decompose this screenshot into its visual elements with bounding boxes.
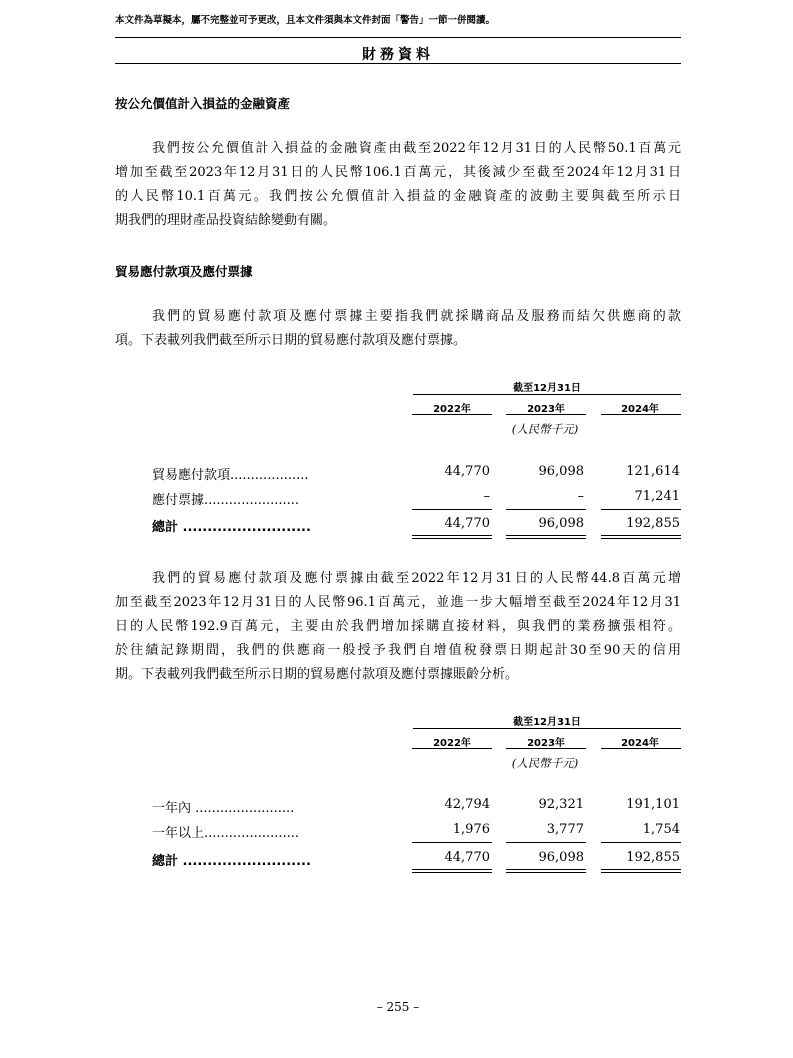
title-rule (115, 63, 681, 64)
total-rule (412, 872, 492, 873)
table-cell-total: 44,770 (444, 850, 490, 865)
payables-heading: 貿易應付款項及應付票據 (115, 264, 253, 279)
row-label-trade-payables: 貿易應付款項................... (152, 468, 309, 483)
table-cell: 71,241 (634, 489, 680, 504)
header-rule (115, 37, 681, 38)
row-label-bills-payable: 應付票據....................... (152, 493, 300, 508)
year-header: 2024年 (621, 738, 659, 749)
year-header: 2022年 (433, 404, 471, 415)
payables-intro-paragraph (115, 305, 681, 353)
draft-warning-note: 本文件為草擬本，屬不完整並可予更改，且本文件須與本文件封面「警告」一節一併閱讀。 (115, 15, 496, 26)
paragraph-line: 期。下表載列我們截至所示日期的貿易應付款項及應付票據賬齡分析。 (115, 667, 519, 682)
year-rule (412, 748, 492, 749)
period-rule (413, 728, 681, 729)
year-rule (506, 748, 586, 749)
paragraph-line: 項。下表載列我們截至所示日期的貿易應付款項及應付票據。 (115, 333, 467, 348)
year-rule (412, 414, 492, 415)
paragraph-line: 期我們的理財產品投資結餘變動有關。 (115, 213, 337, 228)
paragraph-line: 我們按公允價值計入損益的金融資產由截至2022年12月31日的人民幣50.1百萬元 (152, 141, 681, 156)
year-rule (601, 414, 681, 415)
table-cell: 92,321 (538, 797, 584, 812)
table-cell: 1,976 (452, 822, 490, 837)
row-label-over-one-year: 一年以上....................... (152, 826, 300, 841)
table-cell-total: 96,098 (538, 516, 584, 531)
total-rule (601, 538, 681, 539)
fvtpl-heading: 按公允價值計入損益的金融資產 (115, 96, 291, 111)
table-cell: 3,777 (546, 822, 584, 837)
row-label-total: 總計 .......................... (152, 520, 311, 535)
year-rule (506, 414, 586, 415)
table-cell: 44,770 (444, 464, 490, 479)
fvtpl-paragraph (115, 137, 681, 233)
total-rule (601, 872, 681, 873)
table-cell-total: 192,855 (626, 850, 680, 865)
row-label-total: 總計 .......................... (152, 854, 311, 869)
paragraph-line: 我們的貿易應付款項及應付票據主要指我們就採購商品及服務而結欠供應商的款 (152, 309, 681, 324)
paragraph-line: 增加至截至2023年12月31日的人民幣106.1百萬元，其後減少至截至2024年12月31日 (115, 165, 681, 180)
unit-label: (人民幣千元) (511, 756, 579, 770)
period-rule (413, 394, 681, 395)
table-cell: 1,754 (642, 822, 680, 837)
subtotal-rule (601, 842, 681, 843)
total-rule (601, 869, 681, 870)
total-rule (506, 872, 586, 873)
row-label-within-one-year: 一年內 ........................ (152, 801, 295, 816)
year-header: 2024年 (621, 404, 659, 415)
paragraph-line: 日的人民幣192.9百萬元，主要由於我們增加採購直接材料，與我們的業務擴張相符。 (115, 619, 681, 634)
page-number: – 255 – (376, 1000, 420, 1014)
table-cell: – (483, 489, 490, 504)
table-cell: 191,101 (626, 797, 680, 812)
paragraph-line: 於往績記錄期間，我們的供應商一般授予我們自增值稅發票日期起計30至90天的信用 (115, 643, 681, 658)
paragraph-line: 我們的貿易應付款項及應付票據由截至2022年12月31日的人民幣44.8百萬元增 (152, 571, 681, 586)
total-rule (506, 538, 586, 539)
table-cell: – (577, 489, 584, 504)
table-cell: 42,794 (444, 797, 490, 812)
total-rule (412, 535, 492, 536)
total-rule (412, 869, 492, 870)
period-header: 截至12月31日 (513, 383, 581, 394)
unit-label: (人民幣千元) (511, 422, 579, 436)
table-cell: 121,614 (626, 464, 680, 479)
paragraph-line: 的人民幣10.1百萬元。我們按公允價值計入損益的金融資產的波動主要與截至所示日 (115, 189, 681, 204)
subtotal-rule (506, 509, 586, 510)
table-cell: 96,098 (538, 464, 584, 479)
total-rule (412, 538, 492, 539)
period-header: 截至12月31日 (513, 717, 581, 728)
year-rule (601, 748, 681, 749)
year-header: 2023年 (527, 404, 565, 415)
payables-analysis-paragraph (115, 567, 681, 687)
subtotal-rule (506, 842, 586, 843)
table-cell-total: 96,098 (538, 850, 584, 865)
paragraph-line: 加至截至2023年12月31日的人民幣96.1百萬元，並進一步大幅增至截至2024年12月31 (115, 595, 681, 610)
total-rule (506, 869, 586, 870)
section-title: 財務資料 (362, 47, 434, 63)
subtotal-rule (412, 509, 492, 510)
year-header: 2023年 (527, 738, 565, 749)
subtotal-rule (601, 509, 681, 510)
year-header: 2022年 (433, 738, 471, 749)
subtotal-rule (412, 842, 492, 843)
table-cell-total: 44,770 (444, 516, 490, 531)
table-cell-total: 192,855 (626, 516, 680, 531)
total-rule (506, 535, 586, 536)
total-rule (601, 535, 681, 536)
